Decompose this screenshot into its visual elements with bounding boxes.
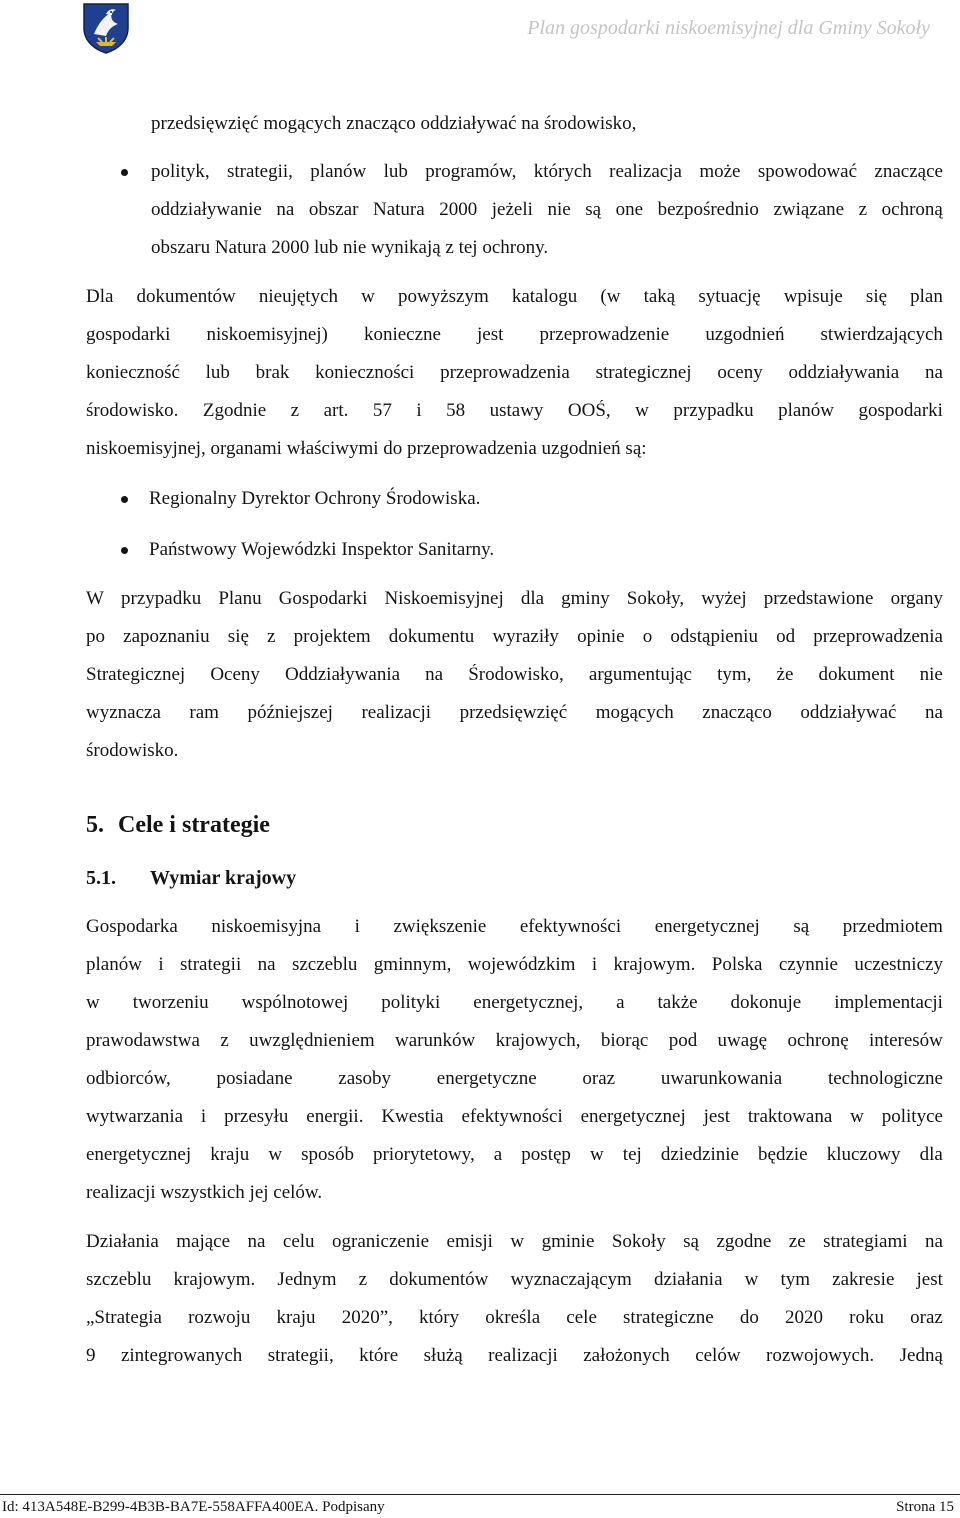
- paragraph-line: Działania mające na celu ograniczenie emisji w gminie Sokoły są zgodne ze strategiami na: [86, 1231, 943, 1252]
- subsection-number: 5.1.: [86, 867, 116, 889]
- paragraph-line: Strategicznej Oceny Oddziaływania na Środowisko, argumentując tym, że dokument nie: [86, 664, 943, 685]
- paragraph-line: gospodarki niskoemisyjnej) konieczne jest przeprowadzenie uzgodnień stwierdzających: [86, 324, 943, 345]
- paragraph-line: po zapoznaniu się z projektem dokumentu wyraziły opinie o odstąpieniu od przeprowadzenia: [86, 626, 943, 647]
- paragraph-line: Dla dokumentów nieujętych w powyższym katalogu (w taką sytuację wpisuje się plan: [86, 286, 943, 307]
- paragraph-line: 9 zintegrowanych strategii, które służą realizacji założonych celów rozwojowych. Jedną: [86, 1345, 943, 1366]
- document-id: Id: 413A548E-B299-4B3B-BA7E-558AFFA400EA. Podpisany: [2, 1499, 385, 1515]
- bullet-icon: [121, 496, 128, 503]
- bullet-icon: [121, 169, 128, 176]
- authority-item: Państwowy Wojewódzki Inspektor Sanitarny.: [149, 539, 495, 560]
- paragraph-line: „Strategia rozwoju kraju 2020”, który określa cele strategiczne do 2020 roku oraz: [86, 1307, 943, 1328]
- subsection-title: Wymiar krajowy: [150, 867, 297, 889]
- bullet-item-1-line: polityk, strategii, planów lub programów, których realizacja może spowodować znaczące: [151, 161, 943, 182]
- header-title: Plan gospodarki niskoemisyjnej dla Gminy Sokoły: [527, 17, 930, 39]
- subsection-heading: [86, 867, 297, 890]
- coat-of-arms-icon: [82, 2, 130, 54]
- paragraph-line: W przypadku Planu Gospodarki Niskoemisyjnej dla gminy Sokoły, wyżej przedstawione organy: [86, 588, 943, 609]
- section-number: 5.: [86, 812, 104, 838]
- bullet-icon: [121, 547, 128, 554]
- page-header: [0, 0, 960, 60]
- paragraph-line: środowisko. Zgodnie z art. 57 i 58 ustawy OOŚ, w przypadku planów gospodarki: [86, 400, 943, 421]
- footer-divider: [0, 1494, 960, 1495]
- authority-item: Regionalny Dyrektor Ochrony Środowiska.: [149, 488, 481, 509]
- bullet-item-1-line: oddziaływanie na obszar Natura 2000 jeżeli nie są one bezpośrednio związane z ochroną: [151, 199, 943, 220]
- page-number: Strona 15: [896, 1499, 954, 1515]
- paragraph-line: szczeblu krajowym. Jednym z dokumentów wyznaczającym działania w tym zakresie jest: [86, 1269, 943, 1290]
- continuation-line: przedsięwzięć mogących znacząco oddziaływać na środowisko,: [151, 113, 637, 134]
- paragraph-line: środowisko.: [86, 740, 179, 761]
- paragraph-line: odbiorców, posiadane zasoby energetyczne oraz uwarunkowania technologiczne: [86, 1068, 943, 1089]
- paragraph-line: wyznacza ram późniejszej realizacji przedsięwzięć mogących znacząco oddziaływać na: [86, 702, 943, 723]
- paragraph-line: planów i strategii na szczeblu gminnym, wojewódzkim i krajowym. Polska czynnie uczestniczy: [86, 954, 943, 975]
- paragraph-line: energetycznej kraju w sposób priorytetowy, a postęp w tej dziedzinie będzie kluczowy dla: [86, 1144, 943, 1165]
- paragraph-line: wytwarzania i przesyłu energii. Kwestia efektywności energetycznej jest traktowana w polityce: [86, 1106, 943, 1127]
- section-heading: [86, 812, 270, 839]
- bullet-item-1-line: obszaru Natura 2000 lub nie wynikają z tej ochrony.: [151, 237, 549, 258]
- paragraph-line: konieczność lub brak konieczności przeprowadzenia strategicznej oceny oddziaływania na: [86, 362, 943, 383]
- paragraph-line: niskoemisyjnej, organami właściwymi do przeprowadzenia uzgodnień są:: [86, 438, 647, 459]
- section-title: Cele i strategie: [118, 812, 270, 838]
- paragraph-line: w tworzeniu wspólnotowej polityki energetycznej, a także dokonuje implementacji: [86, 992, 943, 1013]
- paragraph-line: Gospodarka niskoemisyjna i zwiększenie efektywności energetycznej są przedmiotem: [86, 916, 943, 937]
- paragraph-line: prawodawstwa z uwzględnieniem warunków krajowych, biorąc pod uwagę ochronę interesów: [86, 1030, 943, 1051]
- paragraph-line: realizacji wszystkich jej celów.: [86, 1182, 323, 1203]
